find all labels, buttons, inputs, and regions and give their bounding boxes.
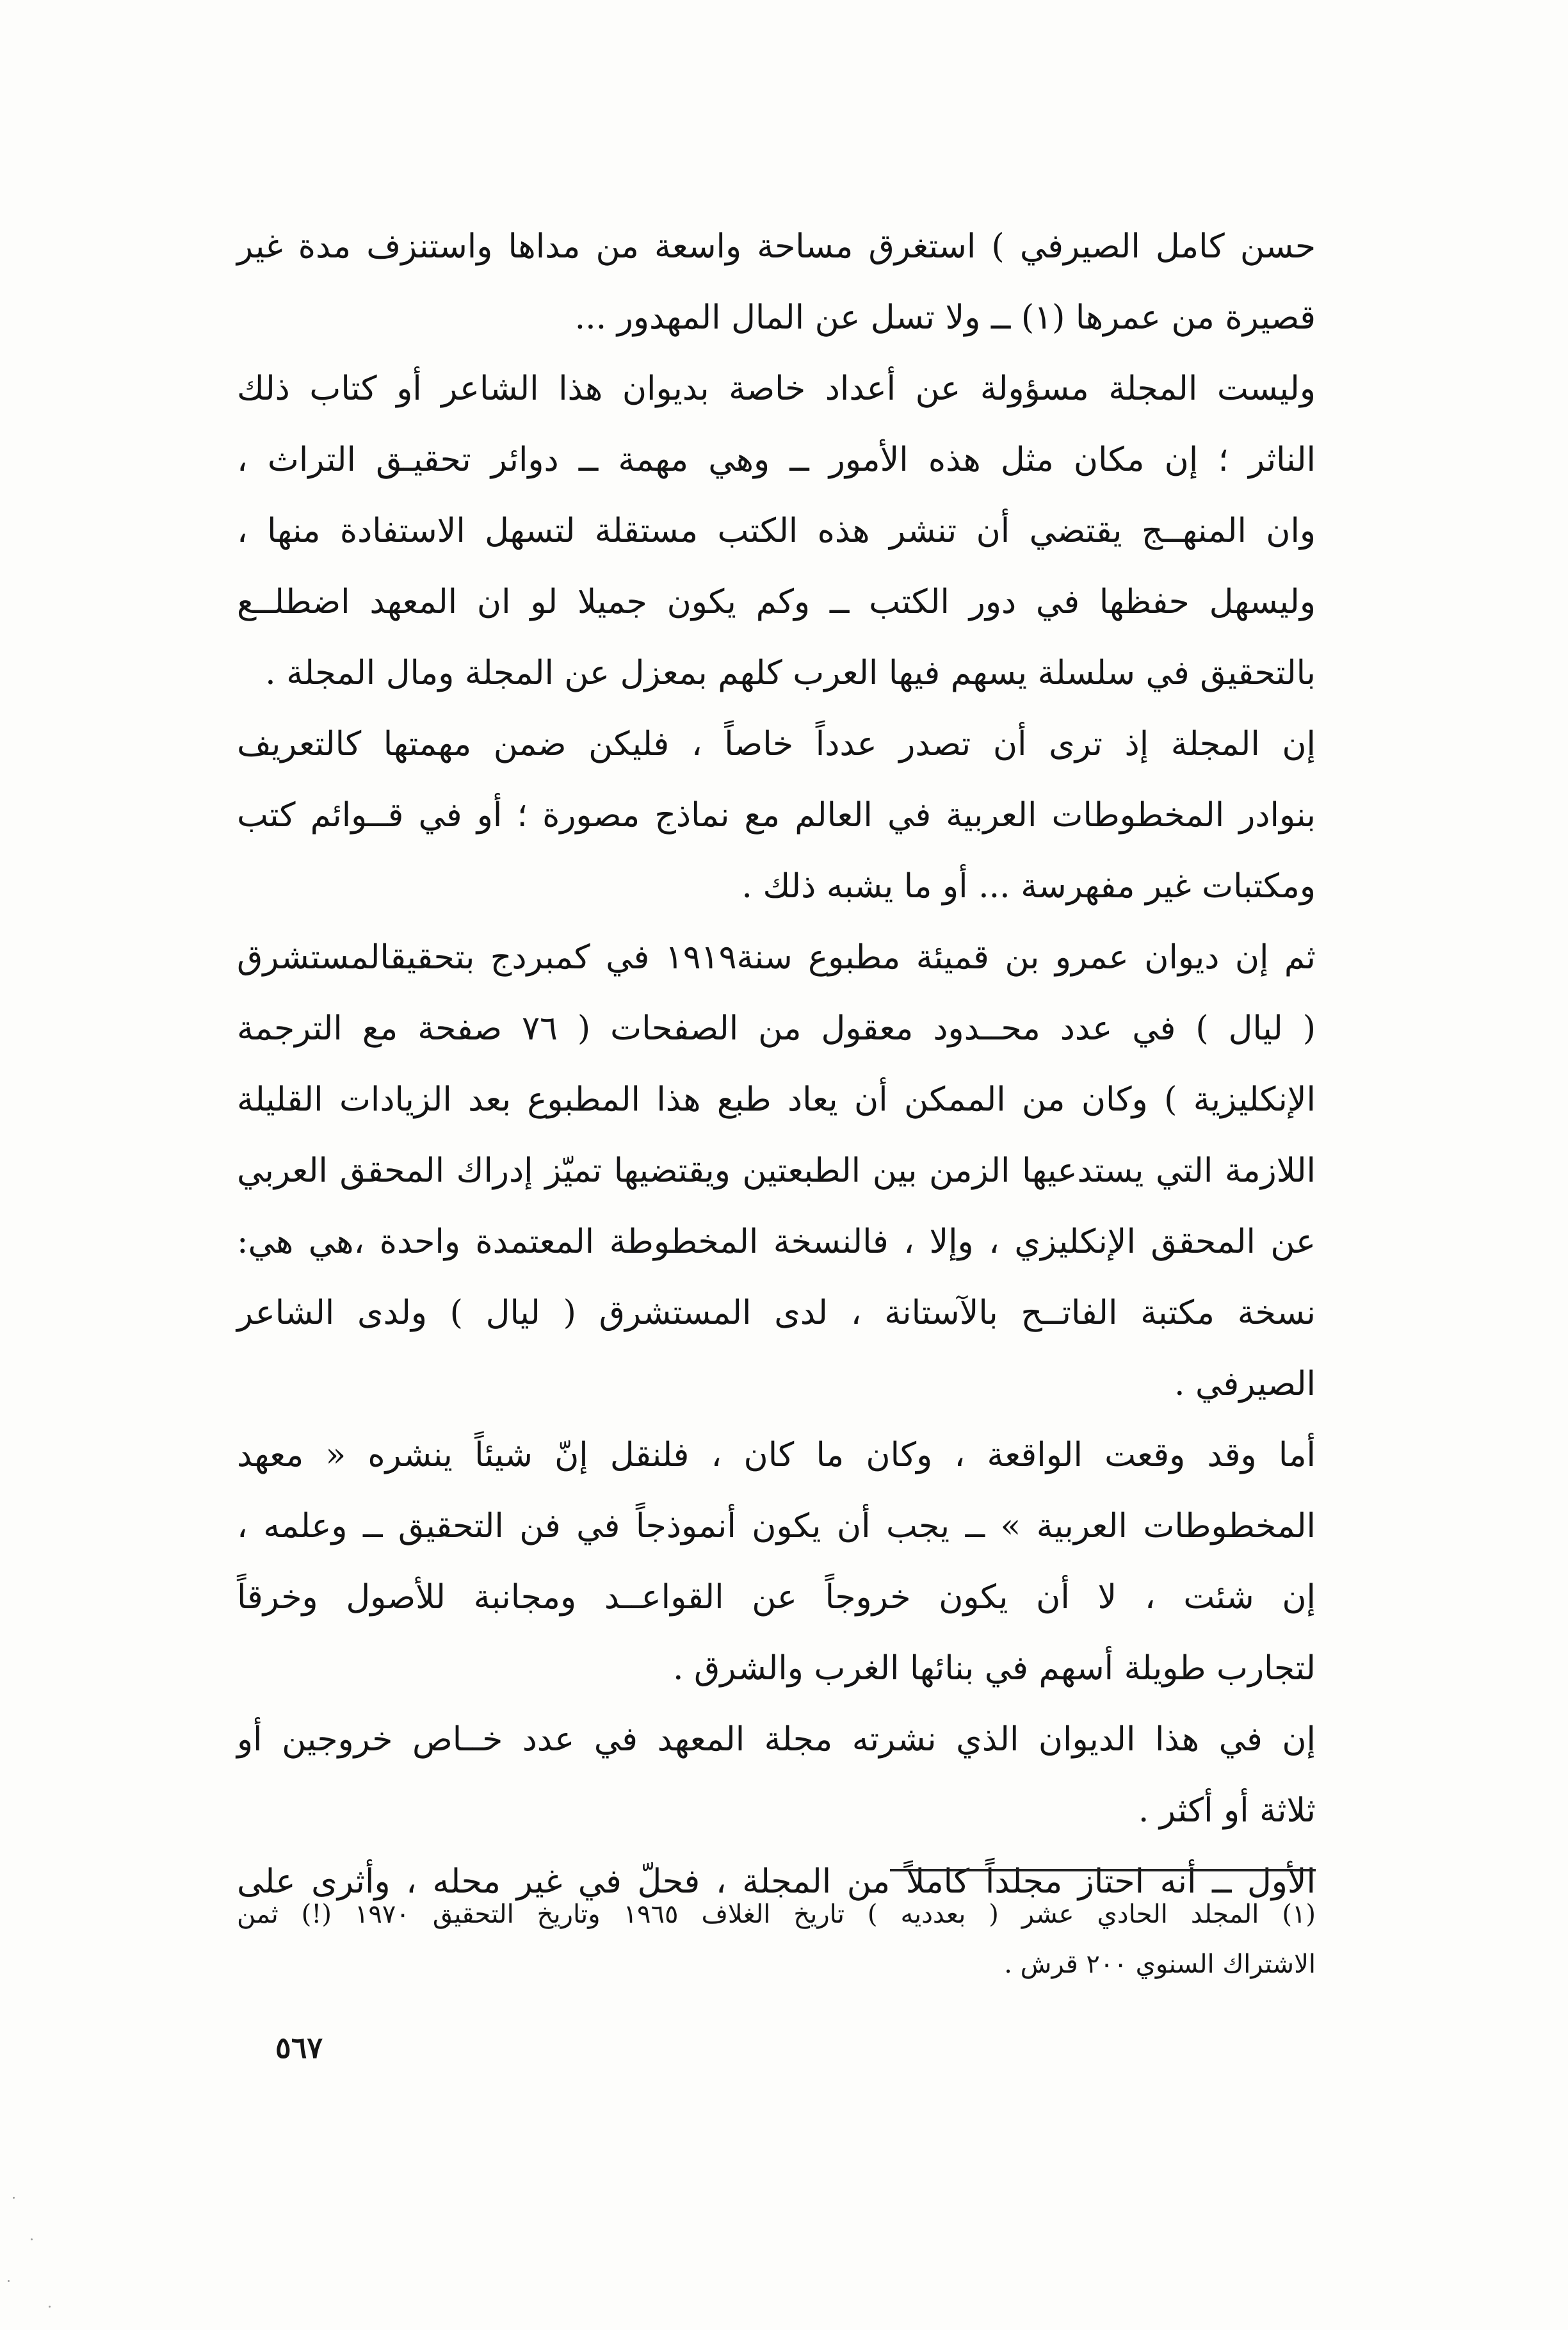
body-line: ومكتبات غير مفهرسة ... أو ما يشبه ذلك . — [741, 867, 1316, 906]
footnote-line: الاشتراك السنوي ٢٠٠ قرش . — [1004, 1950, 1316, 1979]
footnote-line: (١) المجلد الحادي عشر ( بعدديه ) تاريخ الغلاف ١٩٦٥ وتاريخ التحقيق ١٩٧٠ (!) ثمن — [237, 1900, 1316, 1929]
body-line: المخطوطات العربية » ــ يجب أن يكون أنموذجاً في فن التحقيق ــ وعلمه ، — [237, 1507, 1316, 1545]
body-text — [237, 211, 1316, 1918]
body-line: حسن كامل الصيرفي ) استغرق مساحة واسعة من مداها واستنزف مدة غير — [237, 227, 1316, 266]
body-line: إن المجلة إذ ترى أن تصدر عدداً خاصاً ، فليكن ضمن مهمتها كالتعريف — [237, 725, 1316, 763]
footnotes — [237, 1889, 1316, 1989]
body-line: الصيرفي . — [1174, 1365, 1316, 1403]
scan-speck — [31, 2238, 33, 2240]
body-line: نسخة مكتبة الفاتــح بالآستانة ، لدى المستشرق ( ليال ) ولدى الشاعر — [237, 1294, 1316, 1332]
body-line: ثلاثة أو أكثر . — [1138, 1791, 1316, 1830]
body-line: وليسهل حفظها في دور الكتب ــ وكم يكون جميلا لو ان المعهد اضطلــع — [237, 583, 1316, 621]
body-line: إن شئت ، لا أن يكون خروجاً عن القواعــد ومجانبة للأصول وخرقاً — [237, 1578, 1316, 1617]
scan-speck — [8, 2280, 10, 2282]
body-line: ( ليال ) في عدد محــدود معقول من الصفحات ( ٧٦ صفحة مع الترجمة — [237, 1009, 1316, 1048]
body-line: عن المحقق الإنكليزي ، وإلا ، فالنسخة المخطوطة المعتمدة واحدة ،هي هي: — [237, 1223, 1316, 1261]
body-line: الأول ــ أنه احتاز مجلداً كاملاً من المجلة ، فحلّ في غير محله ، وأثرى على — [237, 1862, 1316, 1901]
body-line: قصيرة من عمرها (١) ــ ولا تسل عن المال المهدور ... — [574, 298, 1316, 337]
body-line: أما وقد وقعت الواقعة ، وكان ما كان ، فلنقل إنّ شيئاً ينشره « معهد — [237, 1436, 1316, 1474]
body-line: الناثر ؛ إن مكان مثل هذه الأمور ــ وهي مهمة ــ دوائر تحقيـق التراث ، — [237, 441, 1316, 479]
body-line: وان المنهــج يقتضي أن تنشر هذه الكتب مستقلة لتسهل الاستفادة منها ، — [237, 512, 1316, 550]
scan-speck — [13, 2197, 15, 2199]
page-number: ٥٦٧ — [275, 2030, 323, 2065]
body-line: اللازمة التي يستدعيها الزمن بين الطبعتين ويقتضيها تميّز إدراك المحقق العربي — [237, 1152, 1316, 1190]
body-line: لتجارب طويلة أسهم في بنائها الغرب والشرق . — [673, 1649, 1316, 1688]
scan-speck — [49, 2306, 51, 2308]
body-line: بنوادر المخطوطات العربية في العالم مع نماذج مصورة ؛ أو في قــوائم كتب — [237, 796, 1316, 835]
footnote-divider — [890, 1869, 1316, 1871]
body-line: وليست المجلة مسؤولة عن أعداد خاصة بديوان هذا الشاعر أو كتاب ذلك — [237, 370, 1316, 408]
body-line: ثم إن ديوان عمرو بن قميئة مطبوع سنة١٩١٩ في كمبردج بتحقيقالمستشرق — [237, 938, 1316, 977]
body-line: إن في هذا الديوان الذي نشرته مجلة المعهد في عدد خــاص خروجين أو — [237, 1720, 1316, 1759]
body-line: الإنكليزية ) وكان من الممكن أن يعاد طبع هذا المطبوع بعد الزيادات القليلة — [237, 1080, 1316, 1119]
body-line: بالتحقيق في سلسلة يسهم فيها العرب كلهم بمعزل عن المجلة ومال المجلة . — [265, 654, 1316, 692]
